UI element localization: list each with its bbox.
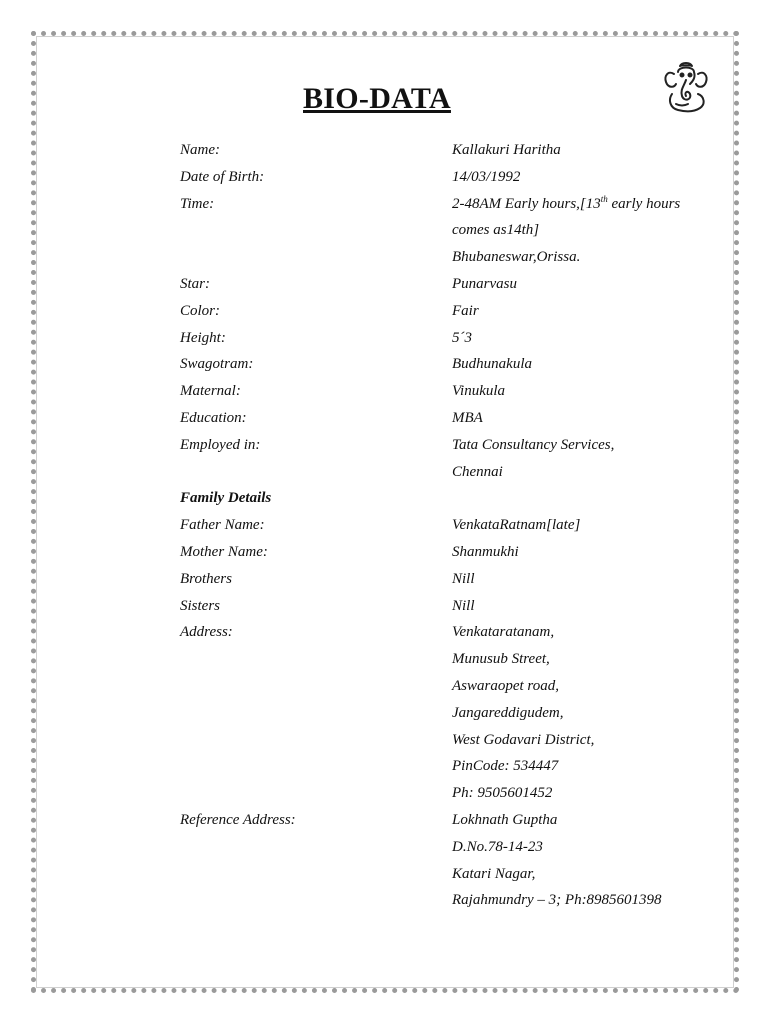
ganesha-icon — [660, 60, 712, 114]
value-father: VenkataRatnam[late] — [452, 517, 581, 534]
value-maternal: Vinukula — [452, 383, 506, 400]
value-dob: 14/03/1992 — [452, 168, 521, 185]
row-address — [180, 619, 720, 646]
label-height: Height: — [180, 329, 226, 346]
address-line: West Godavari District, — [452, 731, 595, 748]
label-reference: Reference Address: — [180, 811, 296, 828]
time-superscript: th — [600, 193, 608, 204]
reference-line: D.No.78-14-23 — [452, 838, 543, 855]
label-sisters: Sisters — [180, 597, 221, 614]
address-line: Jangareddigudem, — [452, 704, 564, 721]
row-reference-line — [180, 834, 720, 861]
biodata-details — [180, 137, 720, 914]
row-address-line — [180, 780, 720, 807]
address-pincode: PinCode: 534447 — [452, 758, 559, 775]
reference-line: Katari Nagar, — [452, 865, 536, 882]
label-education: Education: — [180, 409, 247, 426]
address-line: Aswaraopet road, — [452, 677, 559, 694]
value-star: Punarvasu — [452, 275, 517, 292]
row-dob — [180, 164, 720, 191]
label-star: Star: — [180, 275, 210, 292]
row-name — [180, 137, 720, 164]
row-reference-line — [180, 861, 720, 888]
row-address-line — [180, 727, 720, 754]
row-maternal — [180, 378, 720, 405]
address-phone: Ph: 9505601452 — [452, 785, 553, 802]
reference-line: Lokhnath Guptha — [452, 811, 558, 828]
time-text: 2-48AM Early hours,[13 — [452, 195, 601, 212]
value-mother: Shanmukhi — [452, 543, 519, 560]
row-address-line — [180, 700, 720, 727]
value-employer: Tata Consultancy Services, — [452, 436, 615, 453]
row-time — [180, 191, 720, 218]
row-address-line — [180, 753, 720, 780]
address-line: Venkataratanam, — [452, 624, 555, 641]
row-reference — [180, 807, 720, 834]
label-address: Address: — [180, 624, 233, 641]
row-education — [180, 405, 720, 432]
value-name: Kallakuri Haritha — [452, 142, 561, 158]
row-family-heading — [180, 485, 720, 512]
value-time-line1 — [452, 191, 720, 218]
value-employer-city: Chennai — [452, 463, 503, 480]
value-height: 5´3 — [452, 329, 472, 346]
row-color — [180, 298, 720, 325]
time-text-suffix: early hours — [607, 195, 681, 212]
row-swagotram — [180, 351, 720, 378]
row-time-place — [180, 244, 720, 271]
address-line: Munusub Street, — [452, 651, 550, 668]
value-sisters: Nill — [452, 597, 475, 614]
family-details-heading: Family Details — [180, 490, 272, 507]
label-time: Time: — [180, 195, 215, 212]
row-father — [180, 512, 720, 539]
row-time-cont — [180, 217, 720, 244]
row-reference-line — [180, 887, 720, 914]
label-color: Color: — [180, 302, 221, 319]
row-brothers — [180, 566, 720, 593]
value-birth-place: Bhubaneswar,Orissa. — [452, 249, 581, 266]
row-height — [180, 325, 720, 352]
label-maternal: Maternal: — [180, 383, 241, 400]
row-employed — [180, 432, 720, 459]
row-sisters — [180, 593, 720, 620]
label-dob: Date of Birth: — [180, 168, 265, 185]
row-employed-city — [180, 459, 720, 486]
value-time-line2: comes as14th] — [452, 222, 540, 239]
reference-line: Rajahmundry – 3; Ph:8985601398 — [452, 892, 662, 909]
value-education: MBA — [452, 409, 483, 426]
label-mother: Mother Name: — [180, 543, 268, 560]
label-employed: Employed in: — [180, 436, 261, 453]
value-swagotram: Budhunakula — [452, 356, 532, 373]
row-mother — [180, 539, 720, 566]
row-address-line — [180, 673, 720, 700]
document-title: BIO-DATA — [303, 82, 451, 115]
value-brothers: Nill — [452, 570, 475, 587]
label-brothers: Brothers — [180, 570, 232, 587]
label-name: Name: — [180, 142, 220, 158]
row-address-line — [180, 646, 720, 673]
value-color: Fair — [452, 302, 479, 319]
row-star — [180, 271, 720, 298]
label-father: Father Name: — [180, 517, 265, 534]
label-swagotram: Swagotram: — [180, 356, 254, 373]
